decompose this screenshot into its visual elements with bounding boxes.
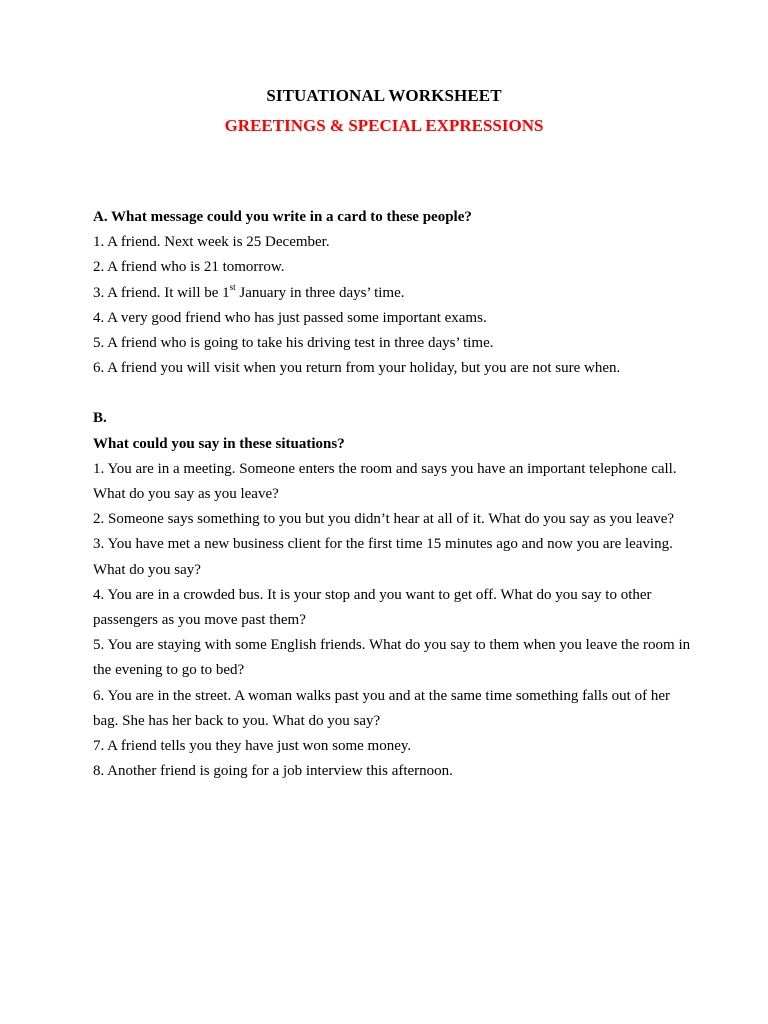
section-b-item-2: 2. Someone says something to you but you didn’t hear at all of it. What do you say as you leave? — [93, 511, 675, 528]
section-a-item-4: 4. A very good friend who has just passed some important exams. — [93, 309, 487, 326]
ordinal-superscript: st — [229, 281, 236, 292]
section-a-item-3-before: 3. A friend. It will be 1 — [93, 284, 230, 301]
section-a-item-5: 5. A friend who is going to take his driving test in three days’ time. — [93, 335, 494, 352]
section-b-item-1: 1. You are in a meeting. Someone enters the room and says you have an important telephone call. What do you say as you leave? — [93, 460, 677, 503]
section-b — [93, 406, 693, 784]
section-b-item-8: 8. Another friend is going for a job interview this afternoon. — [93, 763, 453, 780]
section-b-label: B. — [93, 410, 107, 427]
section-a-item-2: 2. A friend who is 21 tomorrow. — [93, 259, 285, 276]
worksheet-content — [93, 205, 693, 784]
section-b-item-5: 5. You are staying with some English friends. What do you say to them when you leave the room in the evening to go to bed? — [93, 637, 691, 679]
section-b-heading: What could you say in these situations? — [93, 435, 345, 452]
section-b-item-7: 7. A friend tells you they have just won some money. — [93, 738, 412, 755]
section-spacer — [93, 381, 693, 406]
worksheet-title: SITUATIONAL WORKSHEET — [266, 86, 502, 105]
section-a-item-1: 1. A friend. Next week is 25 December. — [93, 234, 330, 251]
section-b-item-6: 6. You are in the street. A woman walks past you and at the same time something falls out of her bag. She has her back to you. What do you say? — [93, 687, 670, 729]
section-a-item-3 — [93, 281, 693, 306]
worksheet-subtitle: GREETINGS & SPECIAL EXPRESSIONS — [224, 116, 544, 135]
section-b-item-4: 4. You are in a crowded bus. It is your stop and you want to get off. What do you say to other passengers as you move past them? — [93, 586, 652, 629]
section-a-item-6: 6. A friend you will visit when you return from your holiday, but you are not sure when. — [93, 360, 621, 377]
section-a — [93, 205, 693, 381]
section-b-item-3: 3. You have met a new business client for the first time 15 minutes ago and now you are leaving. What do you say? — [93, 536, 673, 578]
section-a-item-3-after: January in three days’ time. — [235, 284, 405, 301]
section-a-heading: A. What message could you write in a card to these people? — [93, 209, 472, 225]
